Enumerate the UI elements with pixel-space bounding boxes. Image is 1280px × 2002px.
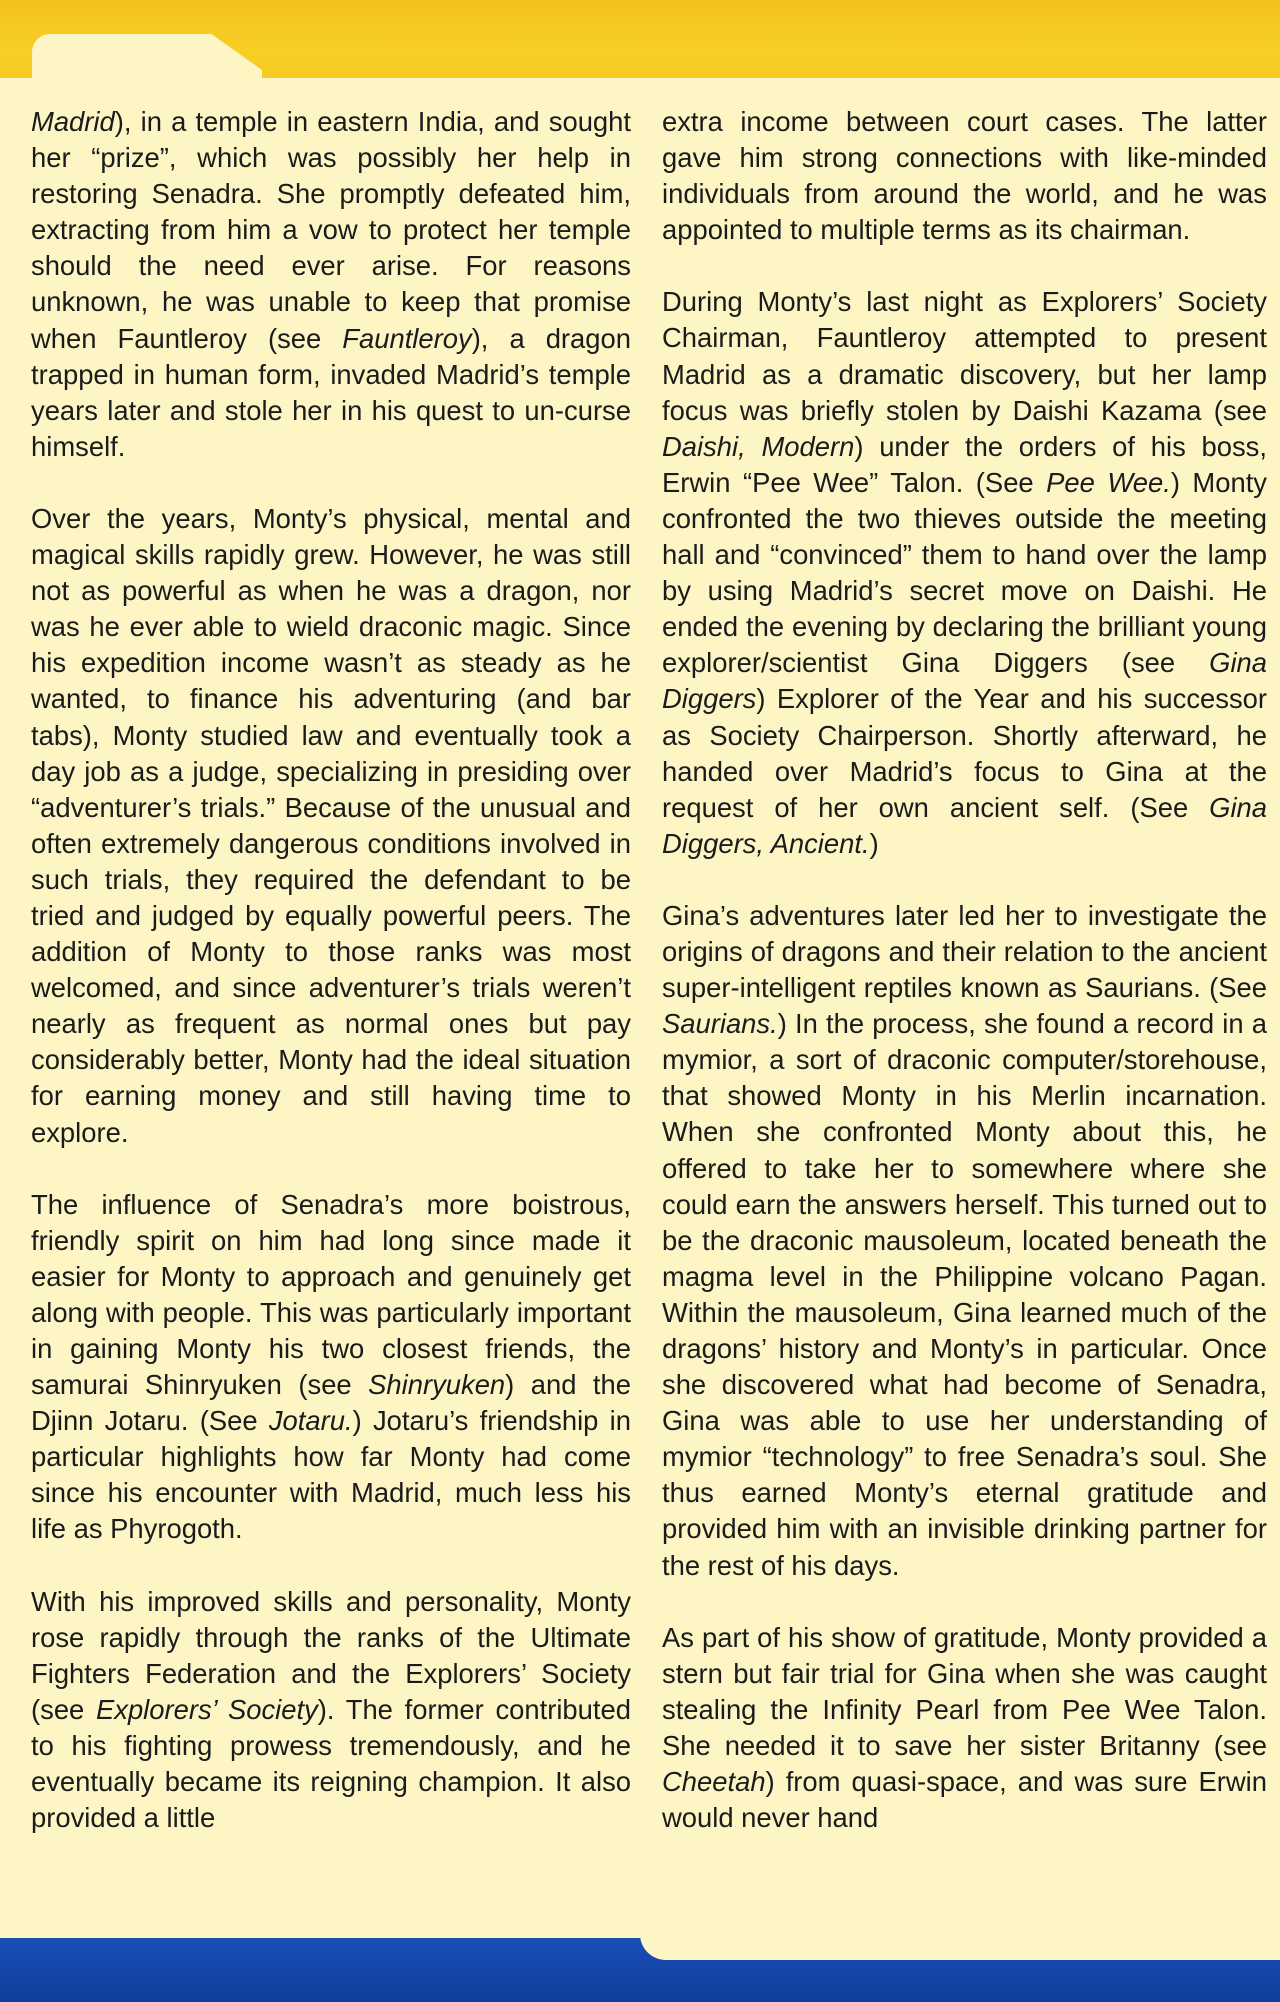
text-run: ) under the orders of his boss, Erwin “Pee Wee” Talon. (See [662,430,1267,498]
text-run: As part of his show of gratitude, Monty provided a stern but fair trial for Gina when she was caught stealing the Infinity Pearl from Pee Wee Talon. She needed it to save her sister Britanny (see [662,1621,1267,1761]
text-run: Over the years, Monty’s physical, mental and magical skills rapidly grew. However, he was still not as powerful as when he was a dragon, nor was he ever able to wield draconic magic. Since his expedition income wasn’t as steady as he wanted, to finance his adventuring (and bar tabs), Monty studied law and eventually took a day job as a judge, specializing in presiding over “adventurer’s trials.” Because of the unusual and often extremely dangerous conditions involved in such trials, they required the defendant to be tried and judged by equally powerful peers. The addition of Monty to those ranks was most welcomed, and since adventurer’s trials weren’t nearly as frequent as normal ones but pay considerably better, Monty had the ideal situation for earning money and still having time to explore. [31,502,631,1148]
text-run: ) from quasi-space, and was sure Erwin would never hand [662,1766,1267,1834]
left-text-column [31,104,631,1872]
paragraph [31,104,631,465]
text-run: The influence of Senadra’s more boistrous, friendly spirit on him had long since made it easier for Monty to approach and genuinely get along with people. This was particularly important in gaining Monty his two closest friends, the samurai Shinryuken (see [31,1188,631,1401]
italic-reference: Madrid [31,106,115,137]
paragraph [662,1620,1267,1837]
text-run: ) Explorer of the Year and his successor as Society Chairperson. Shortly afterward, he handed over Madrid’s focus to Gina at the request of her own ancient self. (See [662,683,1267,823]
paragraph [662,898,1267,1584]
italic-reference: Gina Diggers, Ancient. [662,791,1267,859]
italic-reference: Cheetah [662,1766,766,1798]
text-run: ) Jotaru’s friendship in particular highlights how far Monty had come since his encounter with Madrid, much less his life as Phyrogoth. [31,1405,632,1545]
text-run: ) Monty confronted the two thieves outside the meeting hall and “convinced” them to hand over the lamp by using Madrid’s secret move on Daishi. He ended the evening by declaring the brilliant young explorer/scientist Gina Diggers (see [662,466,1268,679]
text-run: ). The former contributed to his fighting prowess tremendously, and he eventually became its reigning champion. It also provided a little [31,1693,631,1834]
text-run: ) [869,827,879,859]
italic-reference: Saurians. [662,1008,778,1040]
text-run: ) In the process, she found a record in a mymior, a sort of draconic computer/storehouse, that showed Monty in his Merlin incarnation. When she confronted Monty about this, he offered to take her to somewhere where she could earn the answers herself. This turned out to be the draconic mausoleum, located beneath the magma level in the Philippine volcano Pagan. Within the mausoleum, Gina learned much of the dragons’ history and Monty’s in particular. Once she discovered what had become of Senadra, Gina was able to use her understanding of mymior “technology” to free Senadra’s soul. She thus earned Monty’s eternal gratitude and provided him with an invisible drinking partner for the rest of his days. [662,1008,1267,1581]
text-run: ), in a temple in eastern India, and sought her “prize”, which was possibly her help in restoring Senadra. She promptly defeated him, extracting from him a vow to protect her temple should the need ever arise. For reasons unknown, he was unable to keep that promise when Fauntleroy (see [31,106,631,354]
text-run: Gina’s adventures later led her to investigate the origins of dragons and their relation to the ancient super-intelligent reptiles known as Saurians. (See [662,899,1267,1004]
text-run: ) and the Djinn Jotaru. (See [31,1369,631,1437]
right-text-column [662,104,1267,1872]
paragraph [31,501,631,1151]
italic-reference: Explorers’ Society [95,1693,318,1725]
italic-reference: Fauntleroy [342,322,472,354]
italic-reference: Gina Diggers [662,647,1267,715]
text-run: ), a dragon trapped in human form, invaded Madrid’s temple years later and stole her in his quest to un-curse himself. [31,322,631,462]
paragraph [662,104,1267,248]
italic-reference: Daishi, Modern [662,430,855,462]
italic-reference: Jotaru. [268,1405,353,1437]
paragraph [31,1584,631,1837]
text-run: During Monty’s last night as Explorers’ Society Chairman, Fauntleroy attempted to present Madrid as a dramatic discovery, but her lamp focus was briefly stolen by Daishi Kazama (see [662,286,1267,426]
italic-reference: Pee Wee. [1046,466,1171,498]
text-run: extra income between court cases. The latter gave him strong connections with like-minded individuals from around the world, and he was appointed to multiple terms as its chairman. [662,106,1267,246]
paragraph [662,284,1267,862]
italic-reference: Shinryuken [368,1369,506,1401]
text-run: With his improved skills and personality, Monty rose rapidly through the ranks of the Ultimate Fighters Federation and the Explorers’ Society (see [31,1585,631,1725]
bottom-panel-notch [640,1910,1280,1960]
paragraph [31,1187,631,1548]
